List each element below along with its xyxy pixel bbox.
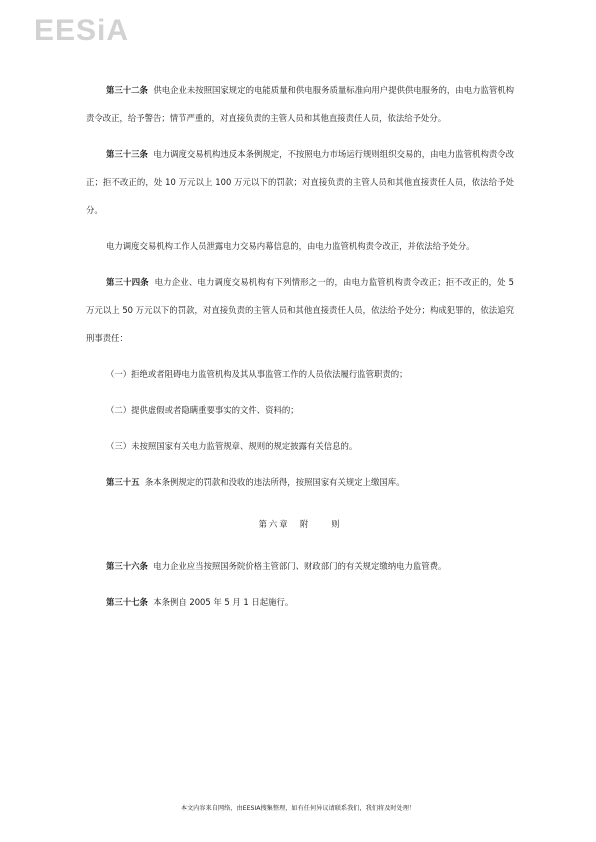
article-label: 第三十三条 [106, 149, 148, 159]
article-36 [86, 552, 514, 580]
article-37 [86, 588, 514, 616]
article-label: 第三十七条 [106, 597, 148, 607]
article-label: 第三十四条 [106, 277, 149, 287]
article-label: 第三十二条 [106, 85, 148, 95]
article-label: 第三十五 [106, 477, 140, 487]
eesia-logo: EESiA [34, 14, 130, 47]
article-33 [86, 140, 514, 224]
article-32 [86, 76, 514, 132]
page-footer: 本文内容来自网络，由EESIA搜集整理，如有任何异议请联系我们，我们将及时处理！ [180, 805, 416, 812]
article-34 [86, 268, 514, 352]
article-label: 第三十六条 [106, 561, 148, 571]
document-body [86, 76, 514, 624]
article-35 [86, 468, 514, 496]
article-text: 电力企业、电力调度交易机构有下列情形之一的，由电力监管机构责令改正；拒不改正的，处 5 万元以上 50 万元以下的罚款，对直接负责的主管人员和其他直接责任人员，依法给予处分；构成犯罪的，依法追究刑事责任： [86, 277, 515, 343]
article-text: 本条例自 2005 年 5 月 1 日起施行。 [153, 597, 294, 607]
article-text: 供电企业未按照国家规定的电能质量和供电服务质量标准向用户提供供电服务的，由电力监管机构责令改正，给予警告；情节严重的，对直接负责的主管人员和其他直接责任人员，依法给予处分。 [86, 85, 515, 123]
list-item: （二）提供虚假或者隐瞒重要事实的文件、资料的； [106, 405, 299, 415]
list-item: （三）未按照国家有关电力监管规章、规则的规定披露有关信息的。 [106, 441, 358, 451]
article-text: 条本条例规定的罚款和没收的违法所得，按照国家有关规定上缴国库。 [144, 477, 405, 487]
list-item: （一）拒绝或者阻碍电力监管机构及其从事监管工作的人员依法履行监管职责的； [106, 369, 408, 379]
article-text: 电力调度交易机构违反本条例规定，不按照电力市场运行规则组织交易的，由电力监管机构责令改正；拒不改正的，处 10 万元以上 100 万元以下的罚款；对直接负责的主管人员和其他直接责任人员，依法给予处分。 [86, 149, 515, 215]
article-text: 电力企业应当按照国务院价格主管部门、财政部门的有关规定缴纳电力监管费。 [153, 561, 447, 571]
chapter-heading: 第六章 附 则 [258, 519, 342, 529]
article-33-paragraph-2: 电力调度交易机构工作人员泄露电力交易内幕信息的，由电力监管机构责令改正，并依法给予处分。 [106, 241, 475, 251]
